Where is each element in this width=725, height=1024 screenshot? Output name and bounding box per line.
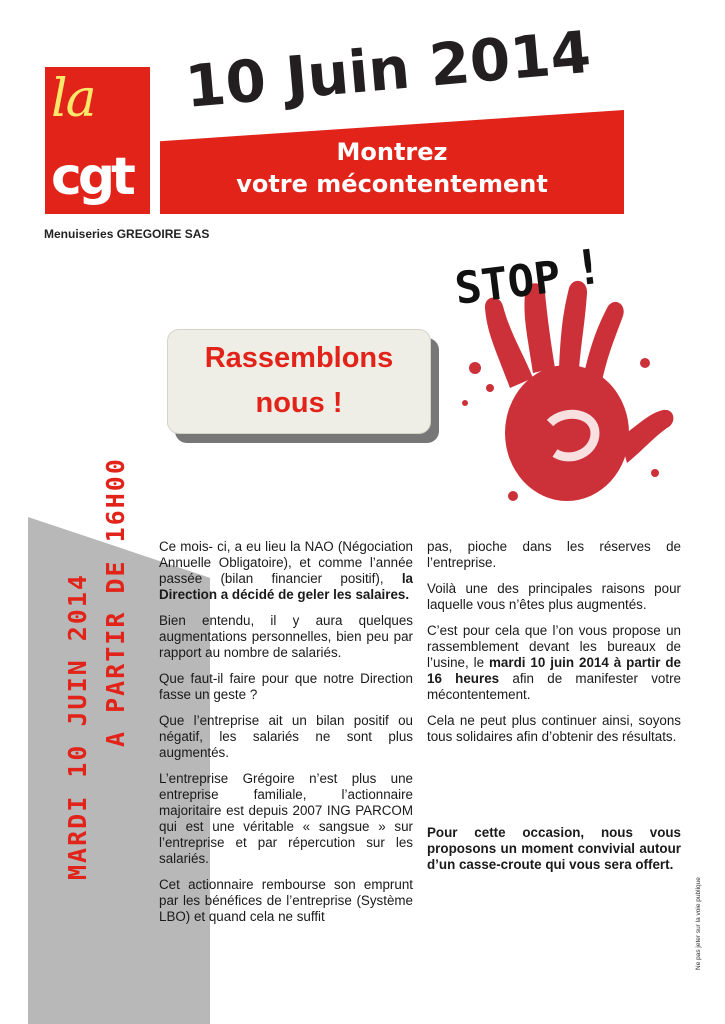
stop-text: STOP <box>452 251 564 315</box>
paragraph: L’entreprise Grégoire n’est plus une entreprise familiale, l’actionnaire majoritaire est depuis 2007 ING PARCOM qui est une véritable « sangsue » sur l’entreprise et par répercution sur les salariés. <box>159 771 413 866</box>
paragraph-text: C’est pour cela que l’on vous propose un rassemblement devant les bureaux de l’usine, le <box>427 623 681 670</box>
paragraph-text: afin de manifester votre mécontentement. <box>427 671 681 702</box>
paragraph <box>159 539 413 603</box>
paragraph <box>427 623 681 703</box>
stop-exclamation: ! <box>570 238 607 298</box>
callout-line-1: Rassemblons <box>204 342 394 374</box>
body-column-2 <box>427 539 681 872</box>
paragraph: Voilà une des principales raisons pour laquelle vous n’êtes plus augmentés. <box>427 581 681 612</box>
paragraph-bold-text: la Direction a décidé de geler les salaires. <box>159 571 413 602</box>
logo-cgt-text: cgt <box>51 147 132 207</box>
company-name: Menuiseries GREGOIRE SAS <box>44 227 210 241</box>
banner-line-2: votre mécontentement <box>236 170 548 198</box>
paragraph: pas, pioche dans les réserves de l’entreprise. <box>427 539 681 570</box>
paragraph: Cela ne peut plus continuer ainsi, soyons tous solidaires afin d’obtenir des résultats. <box>427 713 681 744</box>
side-time-text: A PARTIR DE 16H00 <box>101 457 130 747</box>
paragraph-bold-text: mardi 10 juin 2014 à partir de 16 heures <box>427 655 681 686</box>
cgt-logo <box>45 67 150 214</box>
date-title: 10 Juin 2014 <box>182 17 594 121</box>
callout-line-2: nous ! <box>255 387 343 419</box>
body-column-1 <box>159 539 413 935</box>
paragraph: Bien entendu, il y aura quelques augmentations personnelles, bien peu par rapport au nombre de salariés. <box>159 613 413 660</box>
legal-notice: Ne pas jeter sur la voie publique <box>695 877 702 970</box>
banner-line-1: Montrez <box>336 138 448 166</box>
paragraph: Que l’entreprise ait un bilan positif ou négatif, les salariés ne sont plus augmentés. <box>159 713 413 760</box>
side-date-text: MARDI 10 JUIN 2014 <box>63 573 92 880</box>
paragraph: Cet actionnaire rembourse son emprunt par les bénéfices de l’entreprise (Système LBO) et quand cela ne suffit <box>159 877 413 924</box>
offer-paragraph: Pour cette occasion, nous vous proposons un moment convivial autour d’un casse-croute qui vous sera offert. <box>427 825 681 872</box>
paragraph-text: Ce mois- ci, a eu lieu la NAO (Négociation Annuelle Obligatoire), et comme l’année passée (bilan financier positif), <box>159 539 413 586</box>
logo-la-text: la <box>51 69 95 129</box>
callout-box <box>167 329 431 434</box>
paragraph: Que faut-il faire pour que notre Direction fasse un geste ? <box>159 671 413 702</box>
